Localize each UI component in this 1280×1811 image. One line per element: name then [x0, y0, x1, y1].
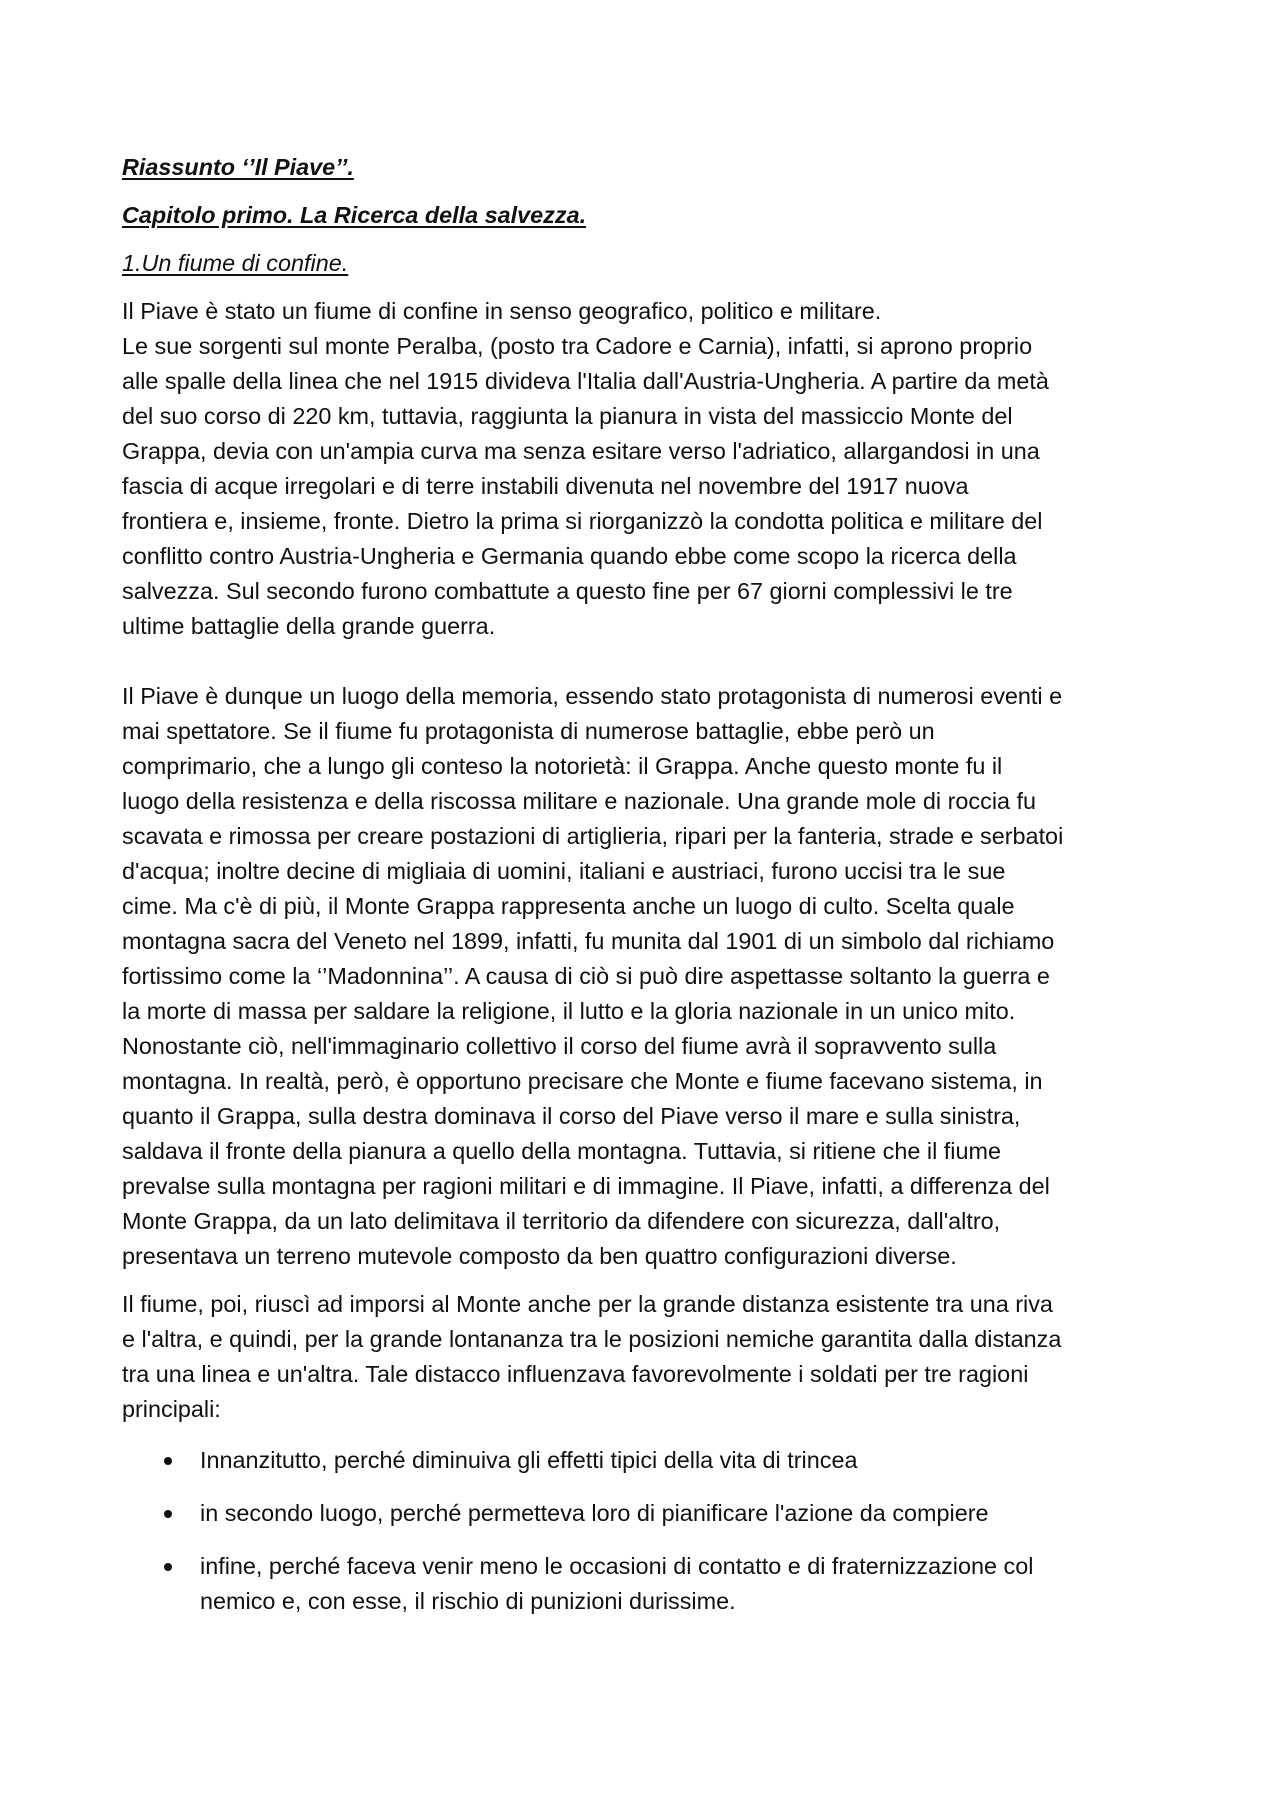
list-item: [122, 1443, 1162, 1478]
bullet-icon: [164, 1510, 172, 1518]
paragraph-line: tra una linea e un'altra. Tale distacco influenzava favorevolmente i soldati per tre ragioni: [122, 1361, 1029, 1387]
paragraph-line: d'acqua; inoltre decine di migliaia di uomini, italiani e austriaci, furono uccisi tra le sue: [122, 858, 1006, 884]
list-item-text: Innanzitutto, perché diminuiva gli effetti tipici della vita di trincea: [200, 1447, 858, 1473]
paragraph-line: Il fiume, poi, riuscì ad imporsi al Monte anche per la grande distanza esistente tra una riva: [122, 1291, 1053, 1317]
paragraph-line: montagna. In realtà, però, è opportuno precisare che Monte e fiume facevano sistema, in: [122, 1068, 1043, 1094]
paragraph-line: Il Piave è stato un fiume di confine in senso geografico, politico e militare.: [122, 298, 882, 324]
paragraph-line: montagna sacra del Veneto nel 1899, infatti, fu munita dal 1901 di un simbolo dal richiamo: [122, 928, 1055, 954]
list-item-text: nemico e, con esse, il rischio di punizioni durissime.: [200, 1588, 736, 1614]
paragraph-line: ultime battaglie della grande guerra.: [122, 613, 496, 639]
paragraph-line: presentava un terreno mutevole composto da ben quattro configurazioni diverse.: [122, 1243, 957, 1269]
bullet-icon: [164, 1563, 172, 1571]
paragraph-line: scavata e rimossa per creare postazioni di artiglieria, ripari per la fanteria, strade e serbatoi: [122, 823, 1064, 849]
blank-line: [122, 644, 1162, 679]
bullet-icon: [164, 1457, 172, 1465]
paragraph-line: luogo della resistenza e della riscossa militare e nazionale. Una grande mole di roccia fu: [122, 788, 1037, 814]
paragraph-line: Grappa, devia con un'ampia curva ma senza esitare verso l'adriatico, allargandosi in una: [122, 438, 1040, 464]
paragraph-line: Monte Grappa, da un lato delimitava il territorio da difendere con sicurezza, dall'altro,: [122, 1208, 1001, 1234]
paragraph-line: comprimario, che a lungo gli conteso la notorietà: il Grappa. Anche questo monte fu il: [122, 753, 1003, 779]
paragraph-line: saldava il fronte della pianura a quello della montagna. Tuttavia, si ritiene che il fiume: [122, 1138, 1001, 1164]
paragraph-line: quanto il Grappa, sulla destra dominava il corso del Piave verso il mare e sulla sinistra,: [122, 1103, 1021, 1129]
document-page: [122, 150, 1162, 1637]
paragraph-line: conflitto contro Austria-Ungheria e Germania quando ebbe come scopo la ricerca della: [122, 543, 1017, 569]
paragraph-line: salvezza. Sul secondo furono combattute a questo fine per 67 giorni complessivi le tre: [122, 578, 1013, 604]
paragraph-line: principali:: [122, 1396, 221, 1422]
list-item-text: infine, perché faceva venir meno le occasioni di contatto e di fraternizzazione col: [200, 1553, 1034, 1579]
paragraph-line: alle spalle della linea che nel 1915 divideva l'Italia dall'Austria-Ungheria. A partire da metà: [122, 368, 1049, 394]
paragraph-line: la morte di massa per saldare la religione, il lutto e la gloria nazionale in un unico mito.: [122, 998, 1016, 1024]
paragraph-line: mai spettatore. Se il fiume fu protagonista di numerose battaglie, ebbe però un: [122, 718, 935, 744]
paragraph-line: del suo corso di 220 km, tuttavia, raggiunta la pianura in vista del massiccio Monte del: [122, 403, 1013, 429]
bullet-list: [122, 1443, 1162, 1619]
list-item-text: in secondo luogo, perché permetteva loro di pianificare l'azione da compiere: [200, 1500, 989, 1526]
paragraph-spacing: [122, 1274, 1162, 1287]
paragraph-line: prevalse sulla montagna per ragioni militari e di immagine. Il Piave, infatti, a differenza del: [122, 1173, 1050, 1199]
paragraph-line: fascia di acque irregolari e di terre instabili divenuta nel novembre del 1917 nuova: [122, 473, 969, 499]
paragraph-line: fortissimo come la ‘’Madonnina’’. A causa di ciò si può dire aspettasse soltanto la guerra e: [122, 963, 1050, 989]
paragraph-1: [122, 294, 1162, 644]
chapter-heading: Capitolo primo. La Ricerca della salvezza.: [122, 202, 587, 228]
paragraph-line: cime. Ma c'è di più, il Monte Grappa rappresenta anche un luogo di culto. Scelta quale: [122, 893, 1015, 919]
paragraph-2: [122, 679, 1162, 1274]
list-item: [122, 1549, 1162, 1619]
section-heading: 1.Un fiume di confine.: [122, 250, 349, 276]
paragraph-line: e l'altra, e quindi, per la grande lontananza tra le posizioni nemiche garantita dalla distanza: [122, 1326, 1062, 1352]
paragraph-line: Il Piave è dunque un luogo della memoria, essendo stato protagonista di numerosi eventi e: [122, 683, 1063, 709]
paragraph-line: Le sue sorgenti sul monte Peralba, (posto tra Cadore e Carnia), infatti, si aprono proprio: [122, 333, 1033, 359]
paragraph-line: frontiera e, insieme, fronte. Dietro la prima si riorganizzò la condotta politica e militare del: [122, 508, 1043, 534]
paragraph-line: Nonostante ciò, nell'immaginario collettivo il corso del fiume avrà il sopravvento sulla: [122, 1033, 997, 1059]
paragraph-3: [122, 1287, 1162, 1427]
list-item: [122, 1496, 1162, 1531]
document-title: Riassunto ‘’Il Piave’’.: [122, 154, 354, 180]
